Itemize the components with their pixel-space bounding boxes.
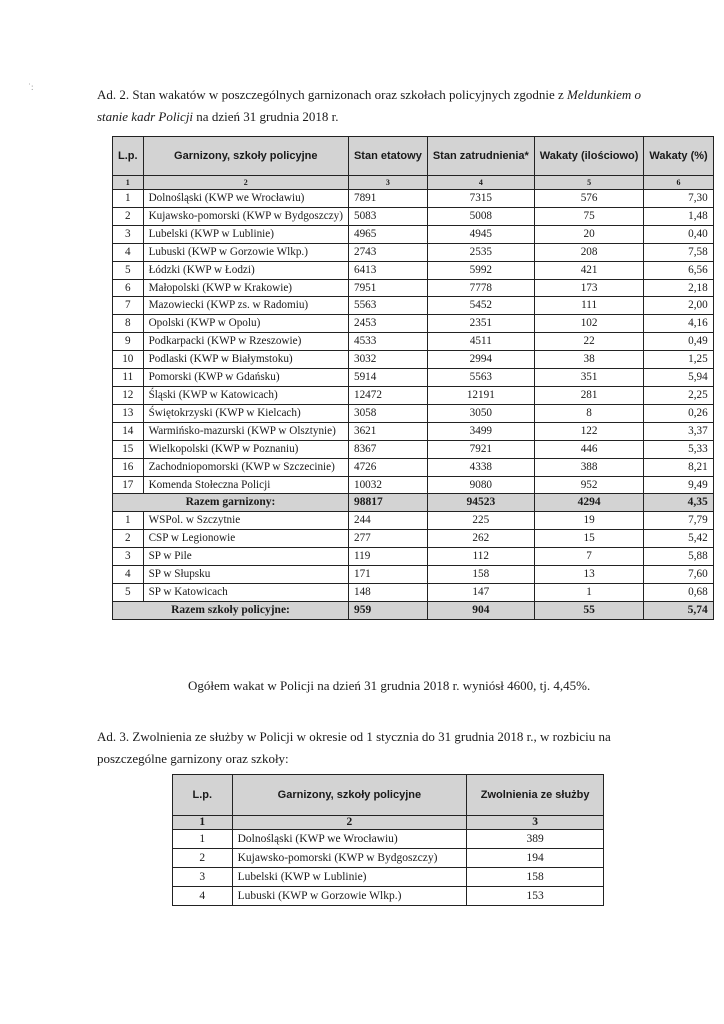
table-cell: Opolski (KWP w Opolu) <box>143 315 348 333</box>
table-cell: 8 <box>113 315 144 333</box>
table-cell: 3,37 <box>644 422 713 440</box>
table-cell: 3499 <box>427 422 534 440</box>
table-cell: 7921 <box>427 440 534 458</box>
table-row <box>113 404 714 422</box>
table-cell: SP w Słupsku <box>143 566 348 584</box>
table-cell: 13 <box>113 404 144 422</box>
table-cell: SP w Katowicach <box>143 583 348 601</box>
table-cell: 1 <box>113 190 144 208</box>
table-cell: 1 <box>113 512 144 530</box>
table-cell: 8,21 <box>644 458 713 476</box>
table-cell: 7,58 <box>644 243 713 261</box>
table-cell: 3 <box>173 868 233 887</box>
table-cell: Małopolski (KWP w Krakowie) <box>143 279 348 297</box>
table-cell: 3058 <box>348 404 427 422</box>
column-number: 4 <box>427 176 534 190</box>
table-cell: 3621 <box>348 422 427 440</box>
total-cell: 55 <box>534 601 644 619</box>
table-cell: 1 <box>173 830 233 849</box>
table-cell: 5,42 <box>644 530 713 548</box>
table-cell: 4511 <box>427 333 534 351</box>
table-row <box>113 369 714 387</box>
table-cell: 277 <box>348 530 427 548</box>
table-cell: 4945 <box>427 225 534 243</box>
table-cell: 7778 <box>427 279 534 297</box>
column-header: Garnizony, szkoły policyjne <box>232 775 467 816</box>
column-number: 5 <box>534 176 644 190</box>
column-header: Wakaty (ilościowo) <box>534 137 644 176</box>
column-header: Zwolnienia ze służby <box>467 775 604 816</box>
table-cell: 75 <box>534 207 644 225</box>
column-number: 3 <box>467 816 604 830</box>
table-cell: 7,30 <box>644 190 713 208</box>
table-row <box>113 530 714 548</box>
column-header: L.p. <box>173 775 233 816</box>
table-cell: 6,56 <box>644 261 713 279</box>
heading-ad3: Ad. 3. Zwolnienia ze służby w Policji w okresie od 1 stycznia do 31 grudnia 2018 r., w rozbiciu na poszczególne garnizony oraz szkoły: <box>97 729 611 766</box>
table-cell: SP w Pile <box>143 548 348 566</box>
table-cell: 7,60 <box>644 566 713 584</box>
total-cell: 4,35 <box>644 494 713 512</box>
table-cell: 122 <box>534 422 644 440</box>
heading-ad2 <box>97 84 657 128</box>
table-cell: 7 <box>113 297 144 315</box>
table-row <box>113 333 714 351</box>
table-row <box>113 261 714 279</box>
column-number: 2 <box>232 816 467 830</box>
column-number: 1 <box>113 176 144 190</box>
table-cell: 2 <box>173 849 233 868</box>
table-cell: 2535 <box>427 243 534 261</box>
table-cell: 5083 <box>348 207 427 225</box>
total-label: Razem szkoły policyjne: <box>113 601 349 619</box>
table-cell: 262 <box>427 530 534 548</box>
table-cell: 15 <box>534 530 644 548</box>
table-cell: 576 <box>534 190 644 208</box>
table-cell: 0,68 <box>644 583 713 601</box>
table-cell: 351 <box>534 369 644 387</box>
table-cell: WSPol. w Szczytnie <box>143 512 348 530</box>
table-cell: 13 <box>534 566 644 584</box>
total-cell: 4294 <box>534 494 644 512</box>
table-cell: Komenda Stołeczna Policji <box>143 476 348 494</box>
table-cell: 6 <box>113 279 144 297</box>
table-cell: 5,33 <box>644 440 713 458</box>
table-cell: 4 <box>113 566 144 584</box>
table-cell: 2453 <box>348 315 427 333</box>
table-cell: 5914 <box>348 369 427 387</box>
table-cell: 12472 <box>348 386 427 404</box>
table-cell: 7,79 <box>644 512 713 530</box>
table-cell: 111 <box>534 297 644 315</box>
heading-ad2-text: Ad. 2. Stan wakatów w poszczególnych garnizonach oraz szkołach policyjnych zgodnie z <box>97 87 568 102</box>
table-cell: 5563 <box>348 297 427 315</box>
table-cell: 4338 <box>427 458 534 476</box>
table-cell: 2,18 <box>644 279 713 297</box>
table-cell: Podkarpacki (KWP w Rzeszowie) <box>143 333 348 351</box>
table-cell: 281 <box>534 386 644 404</box>
table-cell: 446 <box>534 440 644 458</box>
table-cell: Dolnośląski (KWP we Wrocławiu) <box>143 190 348 208</box>
table-cell: 3050 <box>427 404 534 422</box>
table-cell: 153 <box>467 887 604 906</box>
heading-ad2-date: na dzień 31 grudnia 2018 r. <box>193 109 339 124</box>
total-cell: 94523 <box>427 494 534 512</box>
table-cell: 5 <box>113 261 144 279</box>
table-cell: 173 <box>534 279 644 297</box>
table-row <box>173 887 604 906</box>
total-label: Razem garnizony: <box>113 494 349 512</box>
table-row <box>113 566 714 584</box>
table-row <box>113 386 714 404</box>
table-row <box>113 476 714 494</box>
table-cell: 952 <box>534 476 644 494</box>
table-cell: 4533 <box>348 333 427 351</box>
column-header: Garnizony, szkoły policyjne <box>143 137 348 176</box>
table-cell: 158 <box>467 868 604 887</box>
vacancy-table <box>112 136 714 620</box>
table-row <box>113 351 714 369</box>
table-cell: 5,88 <box>644 548 713 566</box>
table-cell: 0,26 <box>644 404 713 422</box>
table-cell: 9 <box>113 333 144 351</box>
heading-ad2-italic-2: o stanie kadr Policji <box>97 87 642 124</box>
table-cell: 6413 <box>348 261 427 279</box>
table-row <box>113 225 714 243</box>
column-header: Stan zatrudnienia* <box>427 137 534 176</box>
table-cell: 10 <box>113 351 144 369</box>
table-cell: 148 <box>348 583 427 601</box>
table-cell: 2743 <box>348 243 427 261</box>
table-cell: 3 <box>113 548 144 566</box>
table-cell: 12 <box>113 386 144 404</box>
table-cell: 17 <box>113 476 144 494</box>
heading-ad2-italic-1: Meldunkiem <box>567 87 632 102</box>
table-cell: Świętokrzyski (KWP w Kielcach) <box>143 404 348 422</box>
total-cell: 98817 <box>348 494 427 512</box>
vacancy-summary: Ogółem wakat w Policji na dzień 31 grudnia 2018 r. wyniósł 4600, tj. 4,45%. <box>188 678 591 693</box>
table-cell: 421 <box>534 261 644 279</box>
dismissals-table <box>172 774 604 906</box>
table-row <box>113 548 714 566</box>
table-cell: 0,49 <box>644 333 713 351</box>
dismissals-table-header <box>173 775 604 830</box>
table-cell: 2,00 <box>644 297 713 315</box>
table-cell: 2,25 <box>644 386 713 404</box>
total-row <box>113 601 714 619</box>
table-cell: 20 <box>534 225 644 243</box>
table-cell: 8367 <box>348 440 427 458</box>
table-cell: 225 <box>427 512 534 530</box>
table-row <box>113 512 714 530</box>
table-row <box>113 422 714 440</box>
table-cell: 4 <box>173 887 233 906</box>
table-cell: Warmińsko-mazurski (KWP w Olsztynie) <box>143 422 348 440</box>
table-cell: 3032 <box>348 351 427 369</box>
table-cell: 1,48 <box>644 207 713 225</box>
total-cell: 5,74 <box>644 601 713 619</box>
table-cell: 4 <box>113 243 144 261</box>
table-cell: 8 <box>534 404 644 422</box>
table-cell: Zachodniopomorski (KWP w Szczecinie) <box>143 458 348 476</box>
table-cell: 5 <box>113 583 144 601</box>
table-cell: Lubuski (KWP w Gorzowie Wlkp.) <box>232 887 467 906</box>
table-cell: 9080 <box>427 476 534 494</box>
vacancy-table-header <box>113 137 714 190</box>
table-cell: 19 <box>534 512 644 530</box>
table-row <box>113 243 714 261</box>
table-row <box>113 190 714 208</box>
table-row <box>113 440 714 458</box>
column-number: 3 <box>348 176 427 190</box>
vacancy-table-body <box>113 190 714 620</box>
table-cell: 388 <box>534 458 644 476</box>
table-cell: Dolnośląski (KWP we Wrocławiu) <box>232 830 467 849</box>
table-cell: 14 <box>113 422 144 440</box>
table-cell: Lubelski (KWP w Lublinie) <box>232 868 467 887</box>
table-cell: 5452 <box>427 297 534 315</box>
table-cell: 158 <box>427 566 534 584</box>
table-cell: 171 <box>348 566 427 584</box>
table-cell: 10032 <box>348 476 427 494</box>
table-cell: 22 <box>534 333 644 351</box>
table-cell: 5008 <box>427 207 534 225</box>
table-cell: 16 <box>113 458 144 476</box>
table-row <box>113 207 714 225</box>
table-cell: 7 <box>534 548 644 566</box>
table-cell: 1,25 <box>644 351 713 369</box>
table-cell: Mazowiecki (KWP zs. w Radomiu) <box>143 297 348 315</box>
table-cell: 9,49 <box>644 476 713 494</box>
table-cell: 3 <box>113 225 144 243</box>
total-cell: 959 <box>348 601 427 619</box>
column-header: Stan etatowy <box>348 137 427 176</box>
table-cell: 11 <box>113 369 144 387</box>
table-cell: Łódzki (KWP w Łodzi) <box>143 261 348 279</box>
column-header: Wakaty (%) <box>644 137 713 176</box>
table-cell: 5563 <box>427 369 534 387</box>
table-cell: 102 <box>534 315 644 333</box>
table-cell: Lubuski (KWP w Gorzowie Wlkp.) <box>143 243 348 261</box>
table-row <box>113 315 714 333</box>
table-cell: Wielkopolski (KWP w Poznaniu) <box>143 440 348 458</box>
table-cell: 12191 <box>427 386 534 404</box>
table-cell: 2994 <box>427 351 534 369</box>
column-header: L.p. <box>113 137 144 176</box>
table-cell: 119 <box>348 548 427 566</box>
table-row <box>113 297 714 315</box>
table-row <box>173 849 604 868</box>
table-cell: 244 <box>348 512 427 530</box>
total-cell: 904 <box>427 601 534 619</box>
table-row <box>173 830 604 849</box>
table-cell: Kujawsko-pomorski (KWP w Bydgoszczy) <box>143 207 348 225</box>
table-cell: 208 <box>534 243 644 261</box>
column-number: 6 <box>644 176 713 190</box>
table-row <box>113 583 714 601</box>
table-row <box>113 458 714 476</box>
table-cell: 194 <box>467 849 604 868</box>
table-cell: Lubelski (KWP w Lublinie) <box>143 225 348 243</box>
table-cell: 4965 <box>348 225 427 243</box>
table-cell: 7951 <box>348 279 427 297</box>
column-number: 2 <box>143 176 348 190</box>
table-cell: 147 <box>427 583 534 601</box>
table-cell: 2 <box>113 207 144 225</box>
table-cell: Śląski (KWP w Katowicach) <box>143 386 348 404</box>
table-row <box>113 279 714 297</box>
table-cell: 7891 <box>348 190 427 208</box>
table-cell: Kujawsko-pomorski (KWP w Bydgoszczy) <box>232 849 467 868</box>
table-cell: 4726 <box>348 458 427 476</box>
table-cell: 0,40 <box>644 225 713 243</box>
table-row <box>173 868 604 887</box>
table-cell: 1 <box>534 583 644 601</box>
table-cell: 389 <box>467 830 604 849</box>
margin-mark: ˙: <box>28 82 34 92</box>
table-cell: Pomorski (KWP w Gdańsku) <box>143 369 348 387</box>
table-cell: 2 <box>113 530 144 548</box>
table-cell: 2351 <box>427 315 534 333</box>
table-cell: 5992 <box>427 261 534 279</box>
table-cell: 5,94 <box>644 369 713 387</box>
table-cell: 38 <box>534 351 644 369</box>
table-cell: 4,16 <box>644 315 713 333</box>
table-cell: CSP w Legionowie <box>143 530 348 548</box>
column-number: 1 <box>173 816 233 830</box>
table-cell: 112 <box>427 548 534 566</box>
total-row <box>113 494 714 512</box>
table-cell: 15 <box>113 440 144 458</box>
dismissals-table-body <box>173 830 604 906</box>
table-cell: Podlaski (KWP w Białymstoku) <box>143 351 348 369</box>
table-cell: 7315 <box>427 190 534 208</box>
